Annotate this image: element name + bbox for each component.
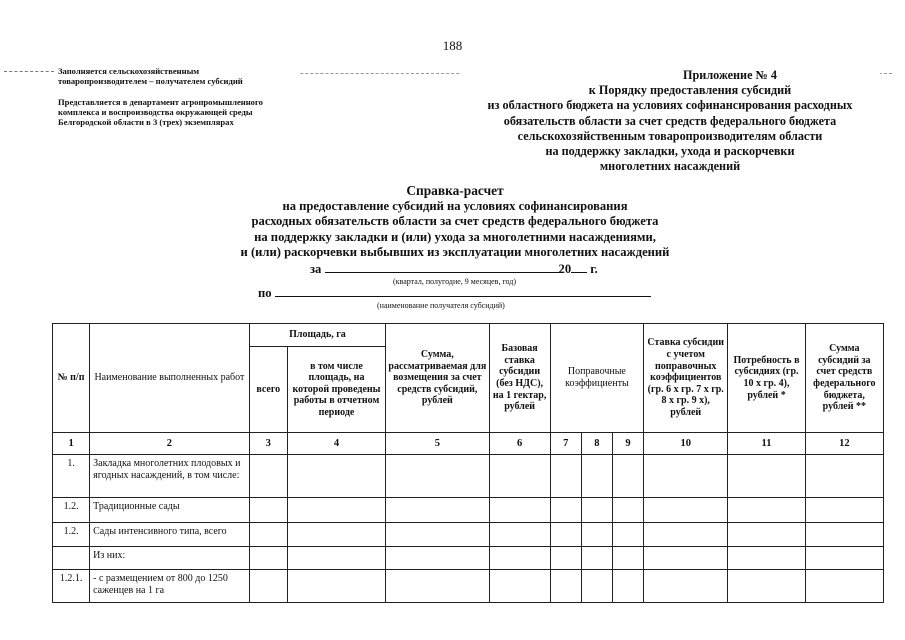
table-cell[interactable]: [489, 570, 550, 603]
table-cell[interactable]: [805, 547, 883, 570]
column-number: 12: [805, 433, 883, 455]
header-need: Потребность в субсидиях (гр. 10 х гр. 4), рублей *: [728, 324, 805, 433]
table-cell[interactable]: [287, 498, 385, 523]
column-number-row: [53, 433, 884, 455]
row-number: 1.2.1.: [53, 570, 90, 603]
table-cell[interactable]: [612, 523, 643, 547]
table-cell[interactable]: [550, 547, 581, 570]
row-name: Из них:: [90, 547, 250, 570]
header-name: Наименование выполненных работ: [90, 324, 250, 433]
table-cell[interactable]: [386, 523, 489, 547]
table-cell[interactable]: [644, 455, 728, 498]
header-base-rate: Базовая ставка субсидии (без НДС), на 1 гектар, рублей: [489, 324, 550, 433]
table-cell[interactable]: [644, 570, 728, 603]
note-line: Представляется в департамент агропромышленного: [58, 97, 263, 107]
table-cell[interactable]: [728, 498, 805, 523]
row-name: Закладка многолетних плодовых и ягодных насаждений, в том числе:: [90, 455, 250, 498]
table-cell[interactable]: [249, 498, 287, 523]
table-cell[interactable]: [386, 455, 489, 498]
period-line: [310, 262, 598, 277]
submission-note: [58, 66, 298, 127]
recipient-line: [258, 286, 651, 301]
table-cell[interactable]: [386, 498, 489, 523]
table-row: [53, 455, 884, 498]
row-number: 1.2.: [53, 523, 90, 547]
recipient-prefix: по: [258, 286, 272, 300]
table-cell[interactable]: [287, 523, 385, 547]
column-number: 10: [644, 433, 728, 455]
recipient-hint: (наименование получателя субсидий): [377, 301, 505, 310]
column-number: 7: [550, 433, 581, 455]
table-cell[interactable]: [612, 547, 643, 570]
table-row: [53, 570, 884, 603]
title-line: расходных обязательств области за счет средств федерального бюджета: [251, 214, 659, 229]
row-name: Сады интенсивного типа, всего: [90, 523, 250, 547]
table-cell[interactable]: [805, 570, 883, 603]
period-blank[interactable]: [325, 272, 559, 273]
appendix-line: обязательств области за счет средств федерального бюджета: [503, 113, 837, 128]
dashed-divider: [4, 71, 54, 72]
title-line: на предоставление субсидий на условиях софинансирования: [282, 198, 628, 213]
table-row: [53, 498, 884, 523]
column-number: 8: [581, 433, 612, 455]
note-line: комплекса и воспроизводства окружающей среды: [58, 107, 253, 117]
header-area: Площадь, га: [249, 324, 385, 347]
row-name: - с размещением от 800 до 1250 саженцев на 1 га: [90, 570, 250, 603]
table-cell[interactable]: [287, 455, 385, 498]
column-number: 3: [249, 433, 287, 455]
table-cell[interactable]: [550, 523, 581, 547]
table-cell[interactable]: [728, 455, 805, 498]
table-cell[interactable]: [581, 498, 612, 523]
column-number: 11: [728, 433, 805, 455]
year-blank[interactable]: [571, 272, 587, 273]
table-cell[interactable]: [550, 455, 581, 498]
table-cell[interactable]: [581, 455, 612, 498]
appendix-block: [460, 68, 880, 174]
table-cell[interactable]: [550, 570, 581, 603]
appendix-line: многолетних насаждений: [599, 159, 741, 174]
header-area-current: в том числе площадь, на которой проведены работы в отчетном периоде: [287, 347, 385, 433]
table-cell[interactable]: [805, 455, 883, 498]
table-cell[interactable]: [728, 547, 805, 570]
title-heading: Справка-расчет: [406, 183, 504, 198]
year-prefix: 20: [558, 262, 572, 276]
row-number: [53, 547, 90, 570]
row-number: 1.2.: [53, 498, 90, 523]
appendix-line: из областного бюджета на условиях софинансирования расходных: [487, 98, 853, 113]
table-cell[interactable]: [489, 547, 550, 570]
column-number: 1: [53, 433, 90, 455]
document-title: [150, 183, 760, 261]
header-rate: Ставка субсидии с учетом поправочных коэффициентов (гр. 6 х гр. 7 х гр. 8 х гр. 9 х), рублей: [644, 324, 728, 433]
period-hint: (квартал, полугодие, 9 месяцев, год): [393, 277, 517, 286]
table-cell[interactable]: [612, 498, 643, 523]
table-cell[interactable]: [249, 455, 287, 498]
table-row: [53, 523, 884, 547]
appendix-line: сельскохозяйственным товаропроизводителям области: [517, 128, 823, 143]
appendix-line: к Порядку предоставления субсидий: [588, 83, 792, 98]
recipient-blank[interactable]: [275, 296, 651, 297]
column-number: 4: [287, 433, 385, 455]
table-cell[interactable]: [249, 547, 287, 570]
subsidy-calculation-table: [52, 323, 884, 603]
title-line: и (или) раскорчевки выбывших из эксплуатации многолетних насаждений: [240, 245, 670, 260]
table-cell[interactable]: [805, 498, 883, 523]
row-number: 1.: [53, 455, 90, 498]
table-cell[interactable]: [581, 570, 612, 603]
table-cell[interactable]: [489, 523, 550, 547]
table-cell[interactable]: [550, 498, 581, 523]
table-cell[interactable]: [581, 523, 612, 547]
table-cell[interactable]: [612, 455, 643, 498]
period-prefix: за: [310, 262, 322, 276]
page-number: 188: [442, 38, 463, 53]
year-suffix: г.: [590, 262, 598, 276]
header-sum: Сумма, рассматриваемая для возмещения за счет средств субсидий, рублей: [386, 324, 489, 433]
table-row: [53, 547, 884, 570]
header-no: № п/п: [53, 324, 90, 433]
table-cell[interactable]: [287, 570, 385, 603]
table-cell[interactable]: [489, 455, 550, 498]
table-cell[interactable]: [249, 570, 287, 603]
row-name: Традиционные сады: [90, 498, 250, 523]
table-cell[interactable]: [581, 547, 612, 570]
table-cell[interactable]: [287, 547, 385, 570]
table-cell[interactable]: [644, 498, 728, 523]
column-number: 2: [90, 433, 250, 455]
table-cell[interactable]: [644, 523, 728, 547]
column-number: 9: [612, 433, 643, 455]
header-coefficients: Поправочные коэффициенты: [550, 324, 643, 433]
table-cell[interactable]: [805, 523, 883, 547]
table-header-row: [53, 324, 884, 347]
table-cell[interactable]: [728, 523, 805, 547]
table-cell[interactable]: [612, 570, 643, 603]
appendix-line: на поддержку закладки, ухода и раскорчевки: [545, 144, 795, 159]
table-cell[interactable]: [728, 570, 805, 603]
table-cell[interactable]: [386, 547, 489, 570]
table-cell[interactable]: [489, 498, 550, 523]
note-line: товаропроизводителем – получателем субсидий: [58, 76, 243, 86]
table-cell[interactable]: [386, 570, 489, 603]
table-cell[interactable]: [644, 547, 728, 570]
table-cell[interactable]: [249, 523, 287, 547]
column-number: 5: [386, 433, 489, 455]
note-line: Заполняется сельскохозяйственным: [58, 66, 200, 76]
note-line: Белгородской области в 3 (трех) экземплярах: [58, 117, 234, 127]
header-area-total: всего: [249, 347, 287, 433]
column-number: 6: [489, 433, 550, 455]
title-line: на поддержку закладки и (или) ухода за многолетними насаждениями,: [254, 229, 656, 244]
appendix-number: Приложение № 4: [460, 68, 880, 83]
header-federal-sum: Сумма субсидий за счет средств федерального бюджета, рублей **: [805, 324, 883, 433]
